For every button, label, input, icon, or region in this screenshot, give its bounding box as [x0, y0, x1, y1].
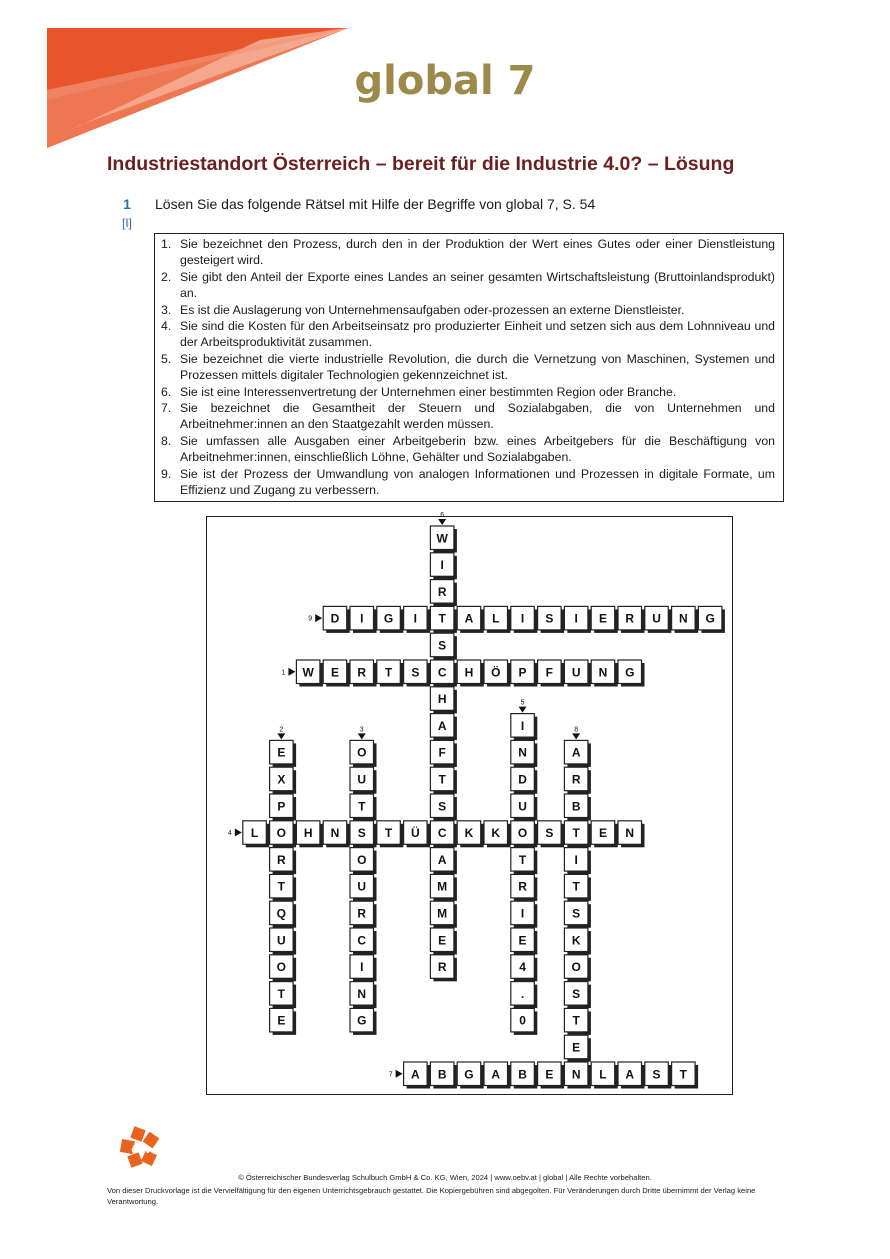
clue-text: Sie bezeichnet die Gesamtheit der Steuern und Sozialabgaben, die von Unternehmen und Arbeitnehmer:innen an den Staatgezahlt werden müssen.: [180, 401, 775, 432]
cell-letter: X: [277, 772, 286, 787]
cell-letter: F: [545, 665, 554, 680]
cell-letter: S: [411, 665, 420, 680]
cell-letter: N: [330, 826, 340, 841]
cell-letter: U: [357, 879, 367, 894]
cell-letter: W: [436, 531, 448, 546]
clue-number-label: 1: [281, 669, 286, 677]
cell-letter: S: [357, 826, 366, 841]
cell-letter: T: [679, 1067, 688, 1082]
clue-number: 6.: [161, 384, 172, 399]
arrow-down-icon: [438, 519, 446, 525]
cell-letter: L: [492, 611, 500, 626]
cell-letter: I: [413, 611, 418, 626]
cell-letter: A: [411, 1067, 420, 1082]
clue-text: Sie bezeichnet den Prozess, durch den in der Produktion der Wert eines Gutes oder einer Dienstleistung gesteigert wird.: [180, 237, 775, 268]
arrow-down-icon: [358, 733, 366, 739]
clue-item: [161, 433, 775, 466]
cell-letter: S: [572, 906, 581, 921]
cell-letter: S: [438, 638, 447, 653]
cell-letter: E: [277, 745, 286, 760]
cell-letter: E: [277, 1013, 286, 1028]
cell-letter: I: [360, 611, 364, 626]
crossword-grid: [207, 512, 734, 1096]
cell-letter: G: [705, 611, 715, 626]
cell-letter: R: [625, 611, 635, 626]
cell-letter: A: [437, 718, 447, 733]
clue-text: Sie bezeichnet die vierte industrielle Revolution, die durch die Vernetzung von Maschinen, Systemen und Prozessen mittels digitaler Technologien gekennzeichnet ist.: [180, 351, 775, 383]
clue-number-label: 9: [308, 615, 313, 623]
clue-item: [161, 384, 775, 400]
cell-letter: E: [572, 1040, 581, 1055]
clue-number: 9.: [161, 466, 172, 481]
clue-text: Sie ist der Prozess der Umwandlung von analogen Informationen und Prozessen in digitale Formate, um Effizienz und Zugang zu verbessern.: [180, 466, 775, 498]
cell-letter: C: [437, 665, 447, 680]
cell-letter: E: [545, 1067, 554, 1082]
cell-letter: T: [384, 826, 393, 841]
cell-letter: O: [517, 826, 528, 841]
cell-letter: S: [545, 826, 554, 841]
clue-item: [161, 466, 775, 499]
cell-letter: D: [518, 772, 527, 787]
cell-letter: T: [358, 799, 366, 814]
cell-letter: S: [545, 611, 554, 626]
cell-letter: I: [520, 611, 525, 626]
clue-number-label: 2: [279, 726, 284, 734]
cell-letter: O: [571, 960, 581, 975]
cell-letter: P: [518, 665, 527, 680]
cell-letter: T: [438, 772, 446, 787]
cell-letter: N: [598, 665, 608, 680]
arrow-down-icon: [277, 733, 285, 739]
cell-letter: O: [276, 960, 287, 975]
cell-letter: I: [520, 906, 525, 921]
cell-letter: 4: [519, 960, 526, 975]
arrow-right-icon: [288, 668, 295, 676]
clue-number: 3.: [161, 302, 172, 317]
cell-letter: G: [383, 611, 394, 626]
clue-number: 8.: [161, 433, 172, 448]
clue-number: 4.: [161, 319, 172, 334]
cell-letter: I: [574, 852, 578, 867]
cell-letter: F: [438, 745, 446, 760]
cell-letter: L: [599, 1067, 607, 1082]
clue-number-label: 3: [359, 726, 364, 734]
cell-letter: P: [277, 799, 286, 814]
cell-letter: N: [357, 986, 367, 1001]
cell-letter: K: [491, 826, 501, 841]
oebv-logo: [119, 1126, 163, 1170]
cell-letter: R: [437, 960, 447, 975]
clue-text: Es ist die Auslagerung von Unternehmensaufgaben oder-prozessen an externe Dienstleister.: [180, 302, 685, 317]
cell-letter: G: [357, 1013, 367, 1028]
clue-text: Sie ist eine Interessenvertretung der Unternehmen einer bestimmten Region oder Branche.: [180, 384, 677, 399]
cell-letter: E: [518, 933, 527, 948]
cell-letter: A: [491, 1067, 501, 1082]
cell-letter: A: [571, 745, 581, 760]
cell-letter: .: [520, 986, 525, 1001]
cell-letter: A: [464, 611, 474, 626]
cell-letter: N: [518, 745, 527, 760]
cell-letter: U: [277, 933, 286, 948]
cell-letter: N: [571, 1067, 581, 1082]
clue-text: Sie gibt den Anteil der Exporte eines Landes an seiner gesamten Wirtschaftsleistung (Bruttoinlandsprodukt) an.: [180, 269, 775, 301]
cell-letter: M: [437, 879, 448, 894]
arrow-right-icon: [235, 829, 242, 837]
cell-letter: H: [303, 826, 313, 841]
clue-number-label: 4: [227, 830, 232, 838]
clue-item: [161, 269, 775, 302]
clue-number-label: 5: [520, 699, 525, 707]
arrow-right-icon: [396, 1070, 403, 1078]
cell-letter: K: [571, 933, 581, 948]
cell-letter: N: [679, 611, 688, 626]
task-instruction: Lösen Sie das folgende Rätsel mit Hilfe der Begriffe von global 7, S. 54: [155, 196, 596, 212]
cell-letter: E: [330, 665, 339, 680]
cell-letter: I: [360, 960, 364, 975]
footer-notice: Von dieser Druckvorlage ist die Vervielfältigung für den eigenen Unterrichtsgebrauch gestattet. Die Kopiergebühren sind abgegolten. Für Veränderungen durch Dritte übernimmt der Verlag keine Verantwortung.: [107, 1186, 756, 1206]
cell-letter: A: [437, 852, 447, 867]
cell-letter: R: [357, 906, 367, 921]
clue-number: 2.: [161, 269, 172, 284]
cell-letter: E: [598, 611, 607, 626]
cell-letter: O: [357, 745, 367, 760]
arrow-down-icon: [572, 733, 580, 739]
clue-item: [161, 351, 775, 384]
cell-letter: Ö: [491, 665, 501, 680]
cell-letter: W: [302, 665, 314, 680]
cell-letter: N: [625, 826, 635, 841]
cell-letter: R: [277, 852, 286, 867]
cell-letter: L: [250, 826, 259, 841]
cell-letter: A: [625, 1067, 635, 1082]
clue-number: 7.: [161, 401, 172, 416]
crossword-frame: [206, 512, 733, 1095]
cell-letter: K: [464, 826, 474, 841]
cell-letter: I: [574, 611, 578, 626]
clue-item: [161, 302, 775, 318]
clue-number-label: 8: [574, 726, 579, 734]
cell-letter: M: [437, 906, 448, 921]
cell-letter: T: [518, 852, 527, 867]
cell-letter: U: [652, 611, 661, 626]
clue-list: [154, 233, 784, 502]
cell-letter: S: [572, 986, 581, 1001]
clue-number-label: 6: [440, 512, 445, 519]
cell-letter: B: [518, 1067, 527, 1082]
cell-letter: D: [330, 611, 340, 626]
cell-letter: H: [464, 665, 474, 680]
clue-number: 5.: [161, 351, 172, 366]
cell-letter: T: [438, 611, 446, 626]
clue-item: [161, 318, 775, 351]
task-level: [I]: [121, 216, 132, 230]
cell-letter: R: [571, 772, 581, 787]
arrow-down-icon: [519, 707, 527, 713]
cell-letter: C: [357, 933, 367, 948]
cell-letter: T: [572, 826, 580, 841]
cell-letter: R: [357, 665, 367, 680]
cell-letter: R: [518, 879, 527, 894]
clue-text: Sie sind die Kosten für den Arbeitseinsatz pro produzierter Einheit und setzen sich aus dem Lohnniveau und der Arbeitsproduktivität zusammen.: [180, 319, 775, 350]
page-title: Industriestandort Österreich – bereit für die Industrie 4.0? – Lösung: [107, 153, 735, 175]
cell-letter: Ü: [411, 826, 420, 841]
cell-letter: S: [438, 799, 447, 814]
brand-title: global 7: [354, 58, 536, 104]
cell-letter: G: [625, 665, 635, 680]
cell-letter: T: [277, 986, 286, 1001]
cell-letter: Q: [276, 906, 287, 921]
cell-letter: S: [652, 1067, 661, 1082]
cell-letter: O: [276, 826, 287, 841]
cell-letter: T: [277, 879, 286, 894]
cell-letter: T: [572, 879, 580, 894]
cell-letter: E: [438, 933, 447, 948]
footer-copyright: © Österreichischer Bundesverlag Schulbuch GmbH & Co. KG, Wien, 2024 | www.oebv.at | global | Alle Rechte vorbehalten.: [238, 1173, 652, 1182]
cell-letter: O: [357, 852, 367, 867]
task-number: 1: [123, 196, 131, 212]
cell-letter: R: [437, 584, 447, 599]
cell-letter: G: [464, 1067, 474, 1082]
clue-number-label: 7: [388, 1071, 393, 1079]
cell-letter: E: [598, 826, 607, 841]
cell-letter: U: [357, 772, 367, 787]
logo-text: öbv: [131, 1144, 151, 1156]
clue-text: Sie umfassen alle Ausgaben einer Arbeitgeberin bzw. eines Arbeitgebers für die Beschäftigung von Arbeitnehmer:innen, einschließlich Löhne, Gehälter und Sozialabgaben.: [180, 433, 775, 465]
cell-letter: U: [571, 665, 581, 680]
arrow-right-icon: [315, 614, 322, 622]
cell-letter: 0: [519, 1013, 526, 1028]
cell-letter: B: [437, 1067, 447, 1082]
cell-letter: I: [440, 558, 444, 573]
cell-letter: T: [384, 665, 393, 680]
clue-item: [161, 400, 775, 433]
cell-letter: I: [520, 718, 525, 733]
cell-letter: T: [572, 1013, 580, 1028]
clue-number: 1.: [161, 237, 172, 251]
cell-letter: B: [571, 799, 581, 814]
cell-letter: H: [437, 692, 447, 707]
cell-letter: C: [437, 826, 447, 841]
clue-item: [161, 236, 775, 269]
cell-letter: U: [518, 799, 527, 814]
